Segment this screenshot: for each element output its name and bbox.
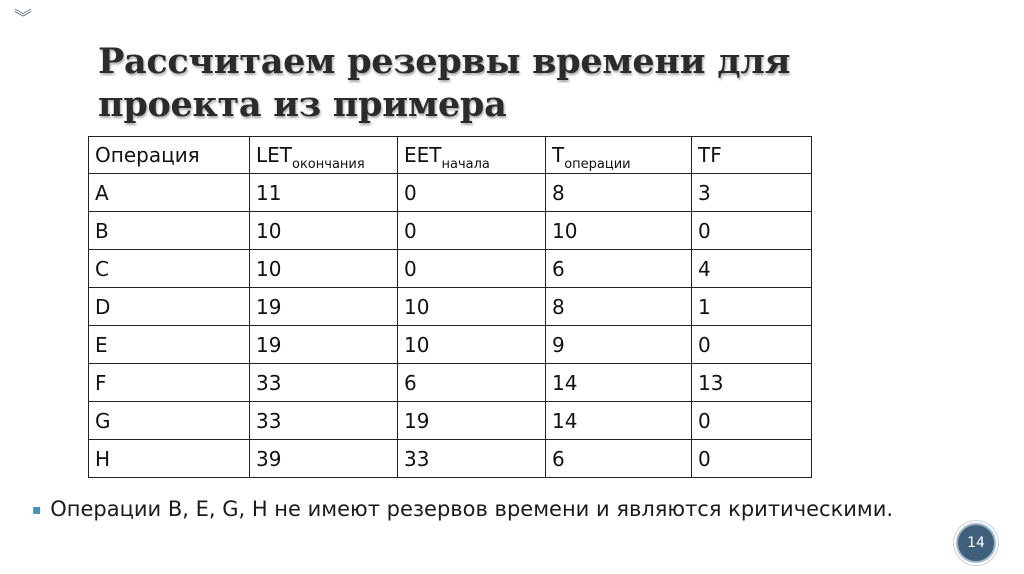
chevron-down-icon: ︾ [14, 8, 32, 29]
table-cell: H [89, 440, 250, 478]
table-row [89, 440, 812, 478]
reserves-table [88, 136, 812, 478]
table-cell: 19 [250, 288, 398, 326]
page-number: 14 [967, 535, 985, 551]
table-cell: 11 [250, 174, 398, 212]
table-cell: 1 [692, 288, 812, 326]
header-label: T [552, 143, 565, 167]
table-row [89, 212, 812, 250]
table-cell: G [89, 402, 250, 440]
table-cell: 19 [250, 326, 398, 364]
table-cell: B [89, 212, 250, 250]
table-row [89, 288, 812, 326]
table-cell: C [89, 250, 250, 288]
table-cell: 0 [692, 212, 812, 250]
table-cell: E [89, 326, 250, 364]
table-row [89, 364, 812, 402]
table-cell: 6 [546, 250, 692, 288]
table-cell: 10 [250, 250, 398, 288]
table-row [89, 326, 812, 364]
table-cell: 33 [250, 402, 398, 440]
header-cell [398, 137, 546, 174]
table-cell: 3 [692, 174, 812, 212]
table-cell: A [89, 174, 250, 212]
table-cell: 0 [398, 174, 546, 212]
table-cell: 8 [546, 174, 692, 212]
header-label: LET [256, 143, 292, 167]
table-cell: 10 [250, 212, 398, 250]
table-row [89, 402, 812, 440]
header-label: Операция [95, 143, 200, 167]
table-cell: 0 [692, 326, 812, 364]
table-cell: 6 [546, 440, 692, 478]
table-cell: 14 [546, 364, 692, 402]
bullet-marker: ▪ [32, 502, 42, 518]
table-cell: 33 [250, 364, 398, 402]
table-cell: 0 [398, 250, 546, 288]
header-subscript: начала [441, 157, 490, 172]
page-number-badge [956, 523, 996, 563]
table-row [89, 250, 812, 288]
table-cell: 33 [398, 440, 546, 478]
header-label: EET [404, 143, 442, 167]
slide-title: Рассчитаем резервы времени для проекта из примера [98, 41, 791, 125]
table-cell: 13 [692, 364, 812, 402]
header-subscript: окончания [292, 157, 365, 172]
table-cell: 14 [546, 402, 692, 440]
table-cell: 4 [692, 250, 812, 288]
table-cell: D [89, 288, 250, 326]
table-cell: 10 [398, 288, 546, 326]
table-cell: 8 [546, 288, 692, 326]
table-cell: 10 [398, 326, 546, 364]
table-cell: 39 [250, 440, 398, 478]
header-cell [89, 137, 250, 174]
table-cell: 9 [546, 326, 692, 364]
bullet-paragraph [32, 494, 944, 528]
header-cell [692, 137, 812, 174]
table-cell: 0 [692, 402, 812, 440]
bullet-text: Операции B, E, G, H не имеют резервов времени и являются критическими. [50, 497, 894, 521]
header-subscript: операции [564, 157, 631, 172]
header-label: TF [698, 143, 722, 167]
table-row [89, 174, 812, 212]
table-cell: 0 [398, 212, 546, 250]
header-cell [546, 137, 692, 174]
header-cell [250, 137, 398, 174]
table-cell: 6 [398, 364, 546, 402]
table-cell: 10 [546, 212, 692, 250]
table-header-row [89, 137, 812, 174]
table-cell: 19 [398, 402, 546, 440]
table-cell: 0 [692, 440, 812, 478]
table-cell: F [89, 364, 250, 402]
